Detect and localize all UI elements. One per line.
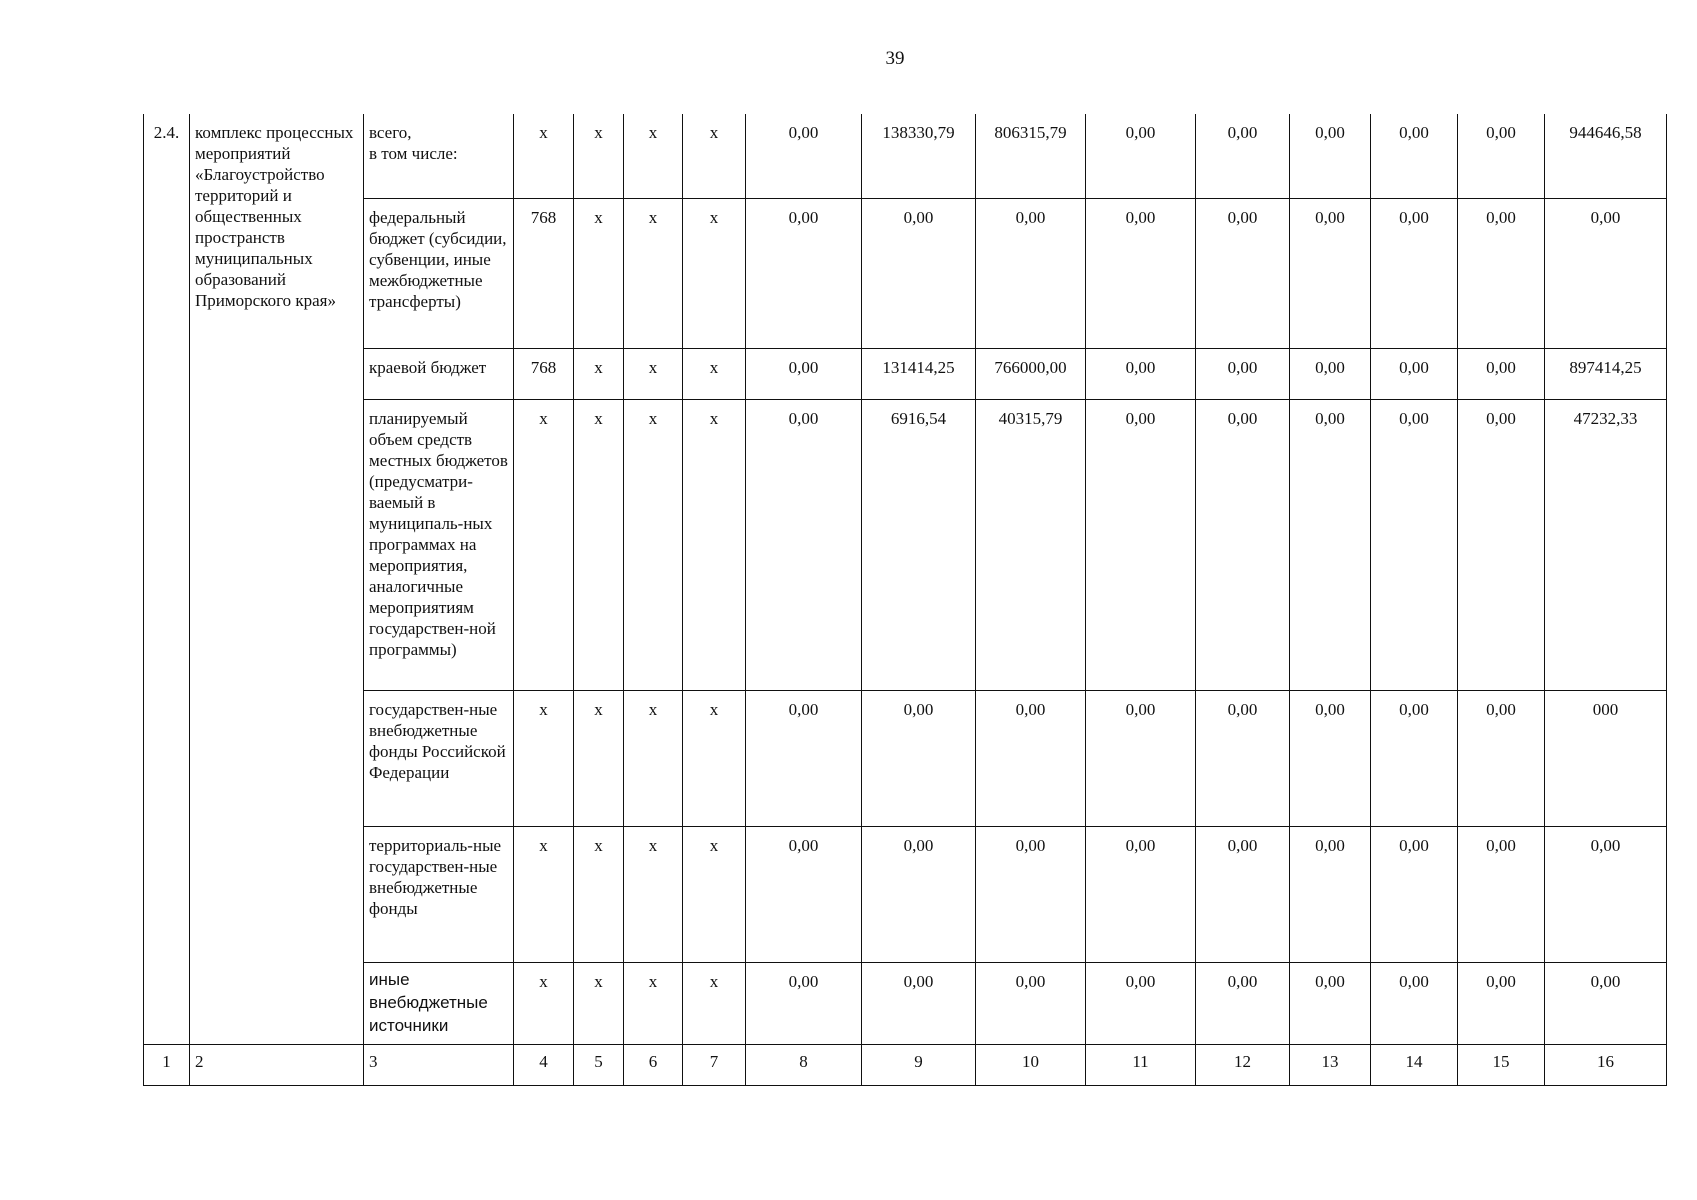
table-cell: x: [574, 826, 624, 962]
value-cell: 0,00: [862, 962, 976, 1044]
value-cell: 0,00: [746, 348, 862, 399]
value-cell: 0,00: [976, 690, 1086, 826]
table-cell: x: [624, 399, 683, 690]
value-cell: 0,00: [976, 826, 1086, 962]
column-number: 5: [574, 1044, 624, 1085]
value-cell: 0,00: [976, 198, 1086, 348]
page-number: 39: [885, 48, 905, 69]
table-cell: x: [574, 690, 624, 826]
column-number: 12: [1196, 1044, 1290, 1085]
value-cell: 0,00: [862, 198, 976, 348]
value-cell: 0,00: [1196, 114, 1290, 198]
value-cell: 0,00: [1458, 690, 1545, 826]
table-cell: x: [624, 348, 683, 399]
column-number: 4: [514, 1044, 574, 1085]
value-cell: 0,00: [1290, 962, 1371, 1044]
code-cell: x: [514, 962, 574, 1044]
value-cell: 131414,25: [862, 348, 976, 399]
value-cell: 0,00: [1196, 399, 1290, 690]
table-cell: x: [683, 826, 746, 962]
value-cell: 0,00: [976, 962, 1086, 1044]
table-row: [144, 114, 1667, 198]
value-cell: 0,00: [1371, 399, 1458, 690]
value-cell: 0,00: [1458, 962, 1545, 1044]
value-cell: 0,00: [1086, 690, 1196, 826]
value-cell: 0,00: [1086, 962, 1196, 1044]
value-cell: 0,00: [862, 690, 976, 826]
value-cell: 0,00: [1290, 826, 1371, 962]
value-cell: 0,00: [1086, 114, 1196, 198]
table-cell: x: [683, 198, 746, 348]
row-group-index: 2.4.: [144, 114, 190, 1044]
source-cell: государствен-ные внебюджетные фонды Российской Федерации: [364, 690, 514, 826]
value-cell: 0,00: [1196, 690, 1290, 826]
total-cell: 897414,25: [1545, 348, 1667, 399]
value-cell: 0,00: [746, 690, 862, 826]
source-cell: федеральный бюджет (субсидии, субвенции, иные межбюджетные трансферты): [364, 198, 514, 348]
total-cell: 0,00: [1545, 962, 1667, 1044]
value-cell: 0,00: [1290, 348, 1371, 399]
value-cell: 0,00: [1196, 198, 1290, 348]
table-cell: x: [683, 962, 746, 1044]
code-cell: 768: [514, 348, 574, 399]
value-cell: 6916,54: [862, 399, 976, 690]
value-cell: 0,00: [746, 826, 862, 962]
value-cell: 0,00: [1371, 690, 1458, 826]
table-cell: x: [574, 114, 624, 198]
table-cell: x: [624, 114, 683, 198]
column-number: 13: [1290, 1044, 1371, 1085]
value-cell: 0,00: [1086, 198, 1196, 348]
table-row: [144, 198, 1667, 348]
column-number-row: [144, 1044, 1667, 1085]
value-cell: 0,00: [746, 962, 862, 1044]
column-number: 3: [364, 1044, 514, 1085]
value-cell: 0,00: [1290, 114, 1371, 198]
column-number: 15: [1458, 1044, 1545, 1085]
value-cell: 0,00: [1290, 690, 1371, 826]
value-cell: 0,00: [1371, 826, 1458, 962]
source-cell: планируемый объем средств местных бюджетов (предусматри-ваемый в муниципаль-ных программах на мероприятия, аналогичные мероприятиям государствен-ной программы): [364, 399, 514, 690]
table-cell: x: [624, 690, 683, 826]
value-cell: 0,00: [1371, 348, 1458, 399]
column-number: 16: [1545, 1044, 1667, 1085]
table-row: [144, 826, 1667, 962]
column-number: 14: [1371, 1044, 1458, 1085]
table-cell: x: [574, 348, 624, 399]
value-cell: 0,00: [1086, 826, 1196, 962]
value-cell: 0,00: [1458, 198, 1545, 348]
column-number: 1: [144, 1044, 190, 1085]
budget-table: [143, 114, 1667, 1086]
value-cell: 0,00: [1086, 399, 1196, 690]
value-cell: 0,00: [746, 399, 862, 690]
column-number: 2: [190, 1044, 364, 1085]
source-cell: территориаль-ные государствен-ные внебюджетные фонды: [364, 826, 514, 962]
row-group-name: комплекс процессных мероприятий «Благоустройство территорий и общественных пространств муниципальных образований Приморского края»: [190, 114, 364, 1044]
table-cell: x: [574, 198, 624, 348]
total-cell: 47232,33: [1545, 399, 1667, 690]
source-cell: краевой бюджет: [364, 348, 514, 399]
table-cell: x: [683, 399, 746, 690]
value-cell: 806315,79: [976, 114, 1086, 198]
value-cell: 0,00: [1458, 399, 1545, 690]
column-number: 6: [624, 1044, 683, 1085]
table-row: [144, 962, 1667, 1044]
value-cell: 0,00: [1458, 826, 1545, 962]
value-cell: 0,00: [1371, 114, 1458, 198]
table-cell: x: [624, 826, 683, 962]
value-cell: 0,00: [1371, 198, 1458, 348]
total-cell: 0,00: [1545, 826, 1667, 962]
value-cell: 0,00: [1290, 198, 1371, 348]
table-cell: x: [624, 962, 683, 1044]
column-number: 7: [683, 1044, 746, 1085]
value-cell: 0,00: [1196, 962, 1290, 1044]
source-cell: всего, в том числе:: [364, 114, 514, 198]
code-cell: 768: [514, 198, 574, 348]
value-cell: 0,00: [1371, 962, 1458, 1044]
code-cell: x: [514, 399, 574, 690]
value-cell: 40315,79: [976, 399, 1086, 690]
code-cell: x: [514, 826, 574, 962]
value-cell: 0,00: [1086, 348, 1196, 399]
column-number: 10: [976, 1044, 1086, 1085]
code-cell: x: [514, 114, 574, 198]
value-cell: 0,00: [746, 114, 862, 198]
value-cell: 766000,00: [976, 348, 1086, 399]
value-cell: 0,00: [1458, 348, 1545, 399]
table-cell: x: [624, 198, 683, 348]
value-cell: 0,00: [1196, 348, 1290, 399]
total-cell: 0,00: [1545, 198, 1667, 348]
table-cell: x: [683, 114, 746, 198]
source-cell: иные внебюджетные источники: [364, 962, 514, 1044]
table-cell: x: [683, 348, 746, 399]
column-number: 8: [746, 1044, 862, 1085]
value-cell: 0,00: [1196, 826, 1290, 962]
value-cell: 138330,79: [862, 114, 976, 198]
column-number: 9: [862, 1044, 976, 1085]
table-cell: x: [683, 690, 746, 826]
table-cell: x: [574, 399, 624, 690]
value-cell: 0,00: [862, 826, 976, 962]
total-cell: 000: [1545, 690, 1667, 826]
value-cell: 0,00: [1458, 114, 1545, 198]
column-number: 11: [1086, 1044, 1196, 1085]
table-row: [144, 348, 1667, 399]
table-row: [144, 690, 1667, 826]
table-cell: x: [574, 962, 624, 1044]
value-cell: 0,00: [1290, 399, 1371, 690]
table-row: [144, 399, 1667, 690]
code-cell: x: [514, 690, 574, 826]
value-cell: 0,00: [746, 198, 862, 348]
total-cell: 944646,58: [1545, 114, 1667, 198]
